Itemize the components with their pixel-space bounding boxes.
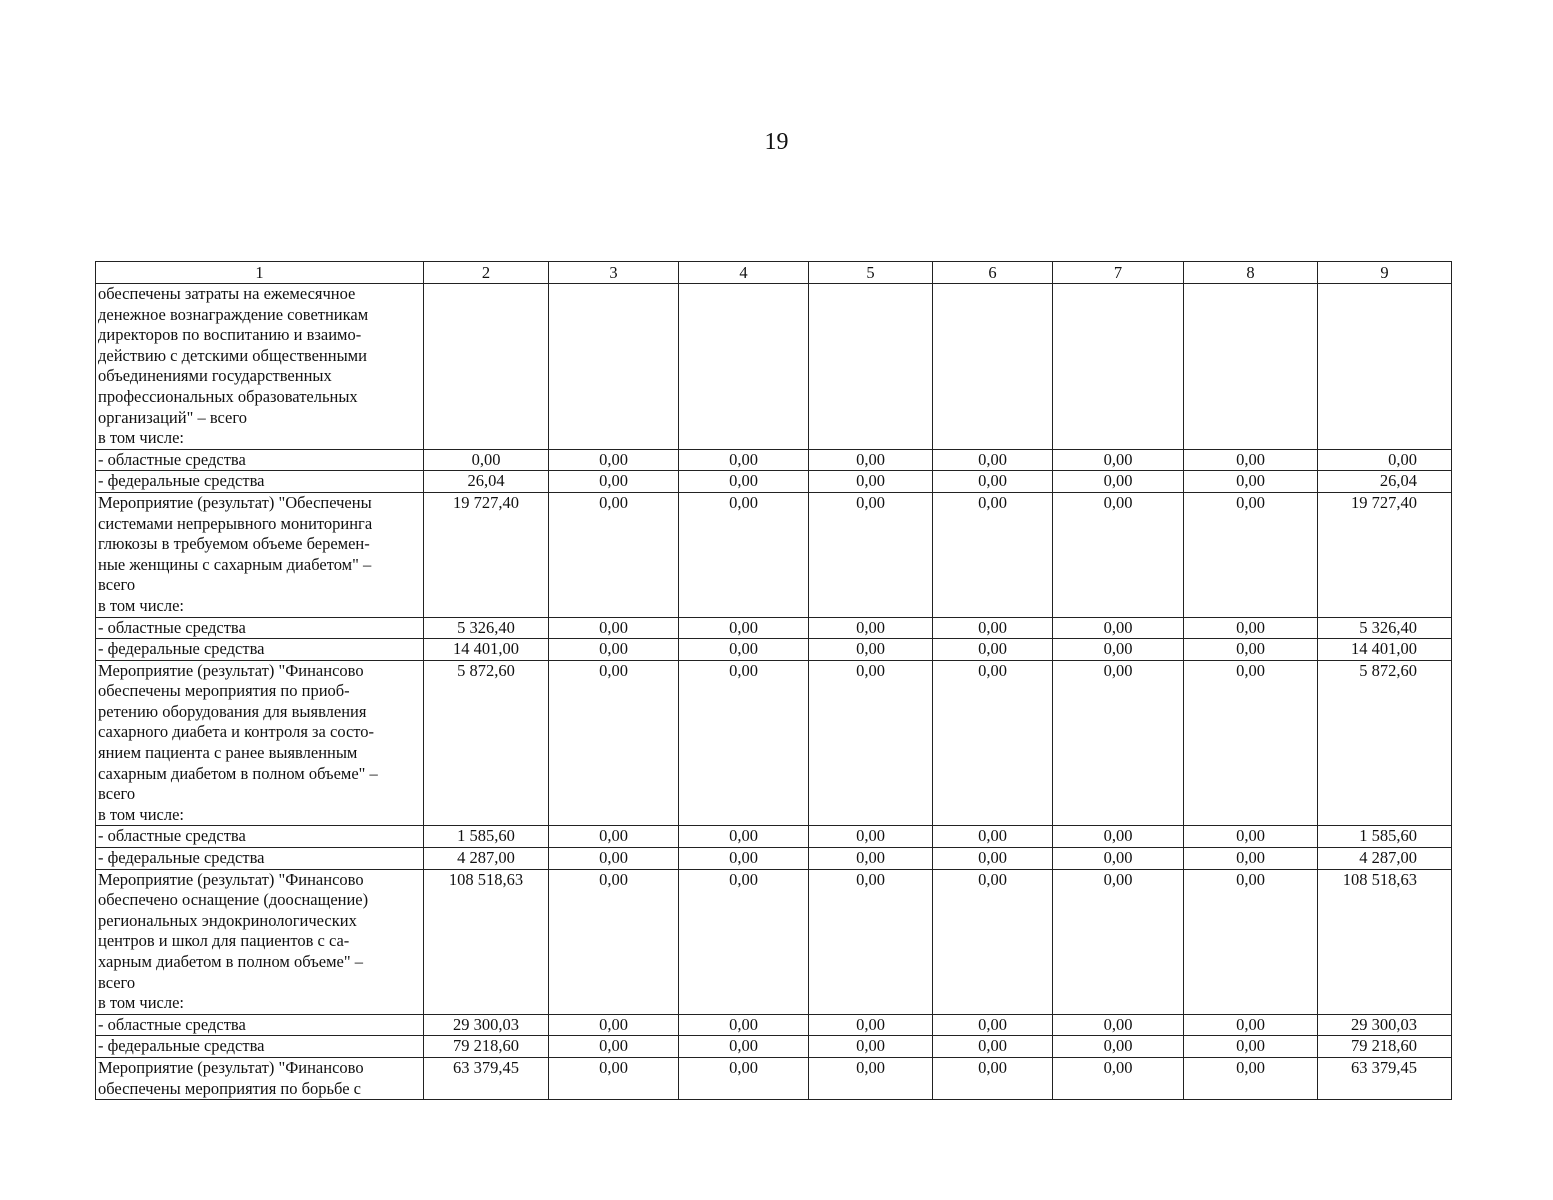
value-cell-col-8: 0,00 <box>1184 617 1318 639</box>
value-cell-col-2: 5 872,60 <box>424 660 549 826</box>
value-cell-col-6: 0,00 <box>933 449 1053 471</box>
column-header: 3 <box>549 262 679 284</box>
table-row <box>96 826 1452 848</box>
value-cell-col-3: 0,00 <box>549 1057 679 1099</box>
value-cell-col-2: 26,04 <box>424 471 549 493</box>
value-cell-col-4: 0,00 <box>679 869 809 1014</box>
value-cell-col-4: 0,00 <box>679 1014 809 1036</box>
value-cell-col-5: 0,00 <box>809 826 933 848</box>
column-header: 4 <box>679 262 809 284</box>
column-header: 5 <box>809 262 933 284</box>
value-cell-col-5: 0,00 <box>809 639 933 661</box>
value-cell-col-8: 0,00 <box>1184 639 1318 661</box>
value-cell-col-6: 0,00 <box>933 869 1053 1014</box>
value-cell-col-9: 79 218,60 <box>1318 1036 1452 1058</box>
value-cell-col-7: 0,00 <box>1053 660 1184 826</box>
value-cell-col-5: 0,00 <box>809 617 933 639</box>
row-label: Мероприятие (результат) "Обеспечены системами непрерывного мониторинга глюкозы в требуемом объеме беремен- ные женщины с сахарным диабетом" – всего в том числе: <box>96 492 424 617</box>
value-cell-col-6: 0,00 <box>933 660 1053 826</box>
value-cell-col-7: 0,00 <box>1053 492 1184 617</box>
value-cell-col-7: 0,00 <box>1053 848 1184 870</box>
value-cell-col-7: 0,00 <box>1053 1014 1184 1036</box>
table-row <box>96 471 1452 493</box>
budget-table <box>95 261 1452 1100</box>
value-cell-col-8 <box>1184 284 1318 450</box>
value-cell-col-8: 0,00 <box>1184 826 1318 848</box>
table-header <box>96 262 1452 284</box>
table-row <box>96 1057 1452 1099</box>
row-label: - федеральные средства <box>96 639 424 661</box>
value-cell-col-6: 0,00 <box>933 471 1053 493</box>
value-cell-col-2: 1 585,60 <box>424 826 549 848</box>
value-cell-col-4: 0,00 <box>679 471 809 493</box>
value-cell-col-9: 1 585,60 <box>1318 826 1452 848</box>
value-cell-col-2 <box>424 284 549 450</box>
value-cell-col-6: 0,00 <box>933 826 1053 848</box>
value-cell-col-5: 0,00 <box>809 492 933 617</box>
value-cell-col-4: 0,00 <box>679 826 809 848</box>
value-cell-col-6: 0,00 <box>933 492 1053 617</box>
value-cell-col-4: 0,00 <box>679 848 809 870</box>
value-cell-col-8: 0,00 <box>1184 869 1318 1014</box>
value-cell-col-9: 63 379,45 <box>1318 1057 1452 1099</box>
value-cell-col-9: 29 300,03 <box>1318 1014 1452 1036</box>
value-cell-col-5: 0,00 <box>809 1014 933 1036</box>
value-cell-col-8: 0,00 <box>1184 1036 1318 1058</box>
value-cell-col-4: 0,00 <box>679 639 809 661</box>
value-cell-col-2: 108 518,63 <box>424 869 549 1014</box>
value-cell-col-6: 0,00 <box>933 639 1053 661</box>
value-cell-col-7: 0,00 <box>1053 1057 1184 1099</box>
table-row <box>96 284 1452 450</box>
value-cell-col-2: 79 218,60 <box>424 1036 549 1058</box>
column-header: 7 <box>1053 262 1184 284</box>
value-cell-col-8: 0,00 <box>1184 660 1318 826</box>
value-cell-col-7: 0,00 <box>1053 639 1184 661</box>
value-cell-col-3: 0,00 <box>549 826 679 848</box>
value-cell-col-9: 0,00 <box>1318 449 1452 471</box>
value-cell-col-6: 0,00 <box>933 1057 1053 1099</box>
table-row <box>96 1014 1452 1036</box>
column-header: 2 <box>424 262 549 284</box>
table-row <box>96 1036 1452 1058</box>
value-cell-col-8: 0,00 <box>1184 492 1318 617</box>
value-cell-col-6: 0,00 <box>933 1036 1053 1058</box>
value-cell-col-3: 0,00 <box>549 449 679 471</box>
value-cell-col-3: 0,00 <box>549 660 679 826</box>
value-cell-col-4: 0,00 <box>679 1036 809 1058</box>
value-cell-col-7: 0,00 <box>1053 471 1184 493</box>
column-header: 8 <box>1184 262 1318 284</box>
row-label: обеспечены затраты на ежемесячное денежное вознаграждение советникам директоров по воспитанию и взаимо- действию с детскими общественными объединениями государственных профессиональных образовательных организаций" – всего в том числе: <box>96 284 424 450</box>
value-cell-col-8: 0,00 <box>1184 449 1318 471</box>
value-cell-col-8: 0,00 <box>1184 1057 1318 1099</box>
column-header: 1 <box>96 262 424 284</box>
value-cell-col-9: 4 287,00 <box>1318 848 1452 870</box>
row-label: Мероприятие (результат) "Финансово обеспечены мероприятия по борьбе с <box>96 1057 424 1099</box>
value-cell-col-2: 5 326,40 <box>424 617 549 639</box>
value-cell-col-4: 0,00 <box>679 1057 809 1099</box>
table-row <box>96 660 1452 826</box>
value-cell-col-7: 0,00 <box>1053 449 1184 471</box>
value-cell-col-3 <box>549 284 679 450</box>
row-label: - федеральные средства <box>96 848 424 870</box>
value-cell-col-5: 0,00 <box>809 848 933 870</box>
table-row <box>96 617 1452 639</box>
value-cell-col-9: 108 518,63 <box>1318 869 1452 1014</box>
value-cell-col-6: 0,00 <box>933 848 1053 870</box>
column-header: 9 <box>1318 262 1452 284</box>
row-label: - областные средства <box>96 826 424 848</box>
value-cell-col-7: 0,00 <box>1053 1036 1184 1058</box>
table-row <box>96 492 1452 617</box>
value-cell-col-5: 0,00 <box>809 1036 933 1058</box>
value-cell-col-9: 19 727,40 <box>1318 492 1452 617</box>
page-number: 19 <box>764 129 789 155</box>
value-cell-col-3: 0,00 <box>549 848 679 870</box>
value-cell-col-9 <box>1318 284 1452 450</box>
value-cell-col-4: 0,00 <box>679 449 809 471</box>
value-cell-col-7: 0,00 <box>1053 826 1184 848</box>
value-cell-col-6: 0,00 <box>933 617 1053 639</box>
value-cell-col-2: 63 379,45 <box>424 1057 549 1099</box>
value-cell-col-4: 0,00 <box>679 492 809 617</box>
table-row <box>96 848 1452 870</box>
value-cell-col-5: 0,00 <box>809 1057 933 1099</box>
column-header: 6 <box>933 262 1053 284</box>
value-cell-col-7 <box>1053 284 1184 450</box>
table-row <box>96 639 1452 661</box>
table-row <box>96 449 1452 471</box>
value-cell-col-3: 0,00 <box>549 869 679 1014</box>
value-cell-col-7: 0,00 <box>1053 869 1184 1014</box>
value-cell-col-4: 0,00 <box>679 660 809 826</box>
row-label: - федеральные средства <box>96 471 424 493</box>
value-cell-col-9: 26,04 <box>1318 471 1452 493</box>
value-cell-col-3: 0,00 <box>549 1036 679 1058</box>
header-row <box>96 262 1452 284</box>
value-cell-col-4 <box>679 284 809 450</box>
value-cell-col-7: 0,00 <box>1053 617 1184 639</box>
row-label: - областные средства <box>96 617 424 639</box>
value-cell-col-5 <box>809 284 933 450</box>
row-label: Мероприятие (результат) "Финансово обеспечены мероприятия по приоб- ретению оборудования для выявления сахарного диабета и контроля за состо- янием пациента с ранее выявленным сахарным диабетом в полном объеме" – всего в том числе: <box>96 660 424 826</box>
value-cell-col-3: 0,00 <box>549 617 679 639</box>
value-cell-col-3: 0,00 <box>549 1014 679 1036</box>
value-cell-col-3: 0,00 <box>549 492 679 617</box>
value-cell-col-4: 0,00 <box>679 617 809 639</box>
value-cell-col-5: 0,00 <box>809 471 933 493</box>
value-cell-col-6 <box>933 284 1053 450</box>
value-cell-col-6: 0,00 <box>933 1014 1053 1036</box>
value-cell-col-8: 0,00 <box>1184 848 1318 870</box>
value-cell-col-2: 14 401,00 <box>424 639 549 661</box>
table-body <box>96 284 1452 1100</box>
value-cell-col-3: 0,00 <box>549 639 679 661</box>
row-label: - областные средства <box>96 449 424 471</box>
value-cell-col-2: 0,00 <box>424 449 549 471</box>
row-label: - областные средства <box>96 1014 424 1036</box>
value-cell-col-9: 14 401,00 <box>1318 639 1452 661</box>
row-label: Мероприятие (результат) "Финансово обеспечено оснащение (дооснащение) региональных эндокринологических центров и школ для пациентов с са- харным диабетом в полном объеме" – всего в том числе: <box>96 869 424 1014</box>
value-cell-col-5: 0,00 <box>809 449 933 471</box>
table-row <box>96 869 1452 1014</box>
value-cell-col-5: 0,00 <box>809 660 933 826</box>
value-cell-col-9: 5 872,60 <box>1318 660 1452 826</box>
row-label: - федеральные средства <box>96 1036 424 1058</box>
value-cell-col-5: 0,00 <box>809 869 933 1014</box>
value-cell-col-8: 0,00 <box>1184 1014 1318 1036</box>
value-cell-col-2: 29 300,03 <box>424 1014 549 1036</box>
value-cell-col-8: 0,00 <box>1184 471 1318 493</box>
value-cell-col-3: 0,00 <box>549 471 679 493</box>
value-cell-col-2: 4 287,00 <box>424 848 549 870</box>
value-cell-col-2: 19 727,40 <box>424 492 549 617</box>
value-cell-col-9: 5 326,40 <box>1318 617 1452 639</box>
